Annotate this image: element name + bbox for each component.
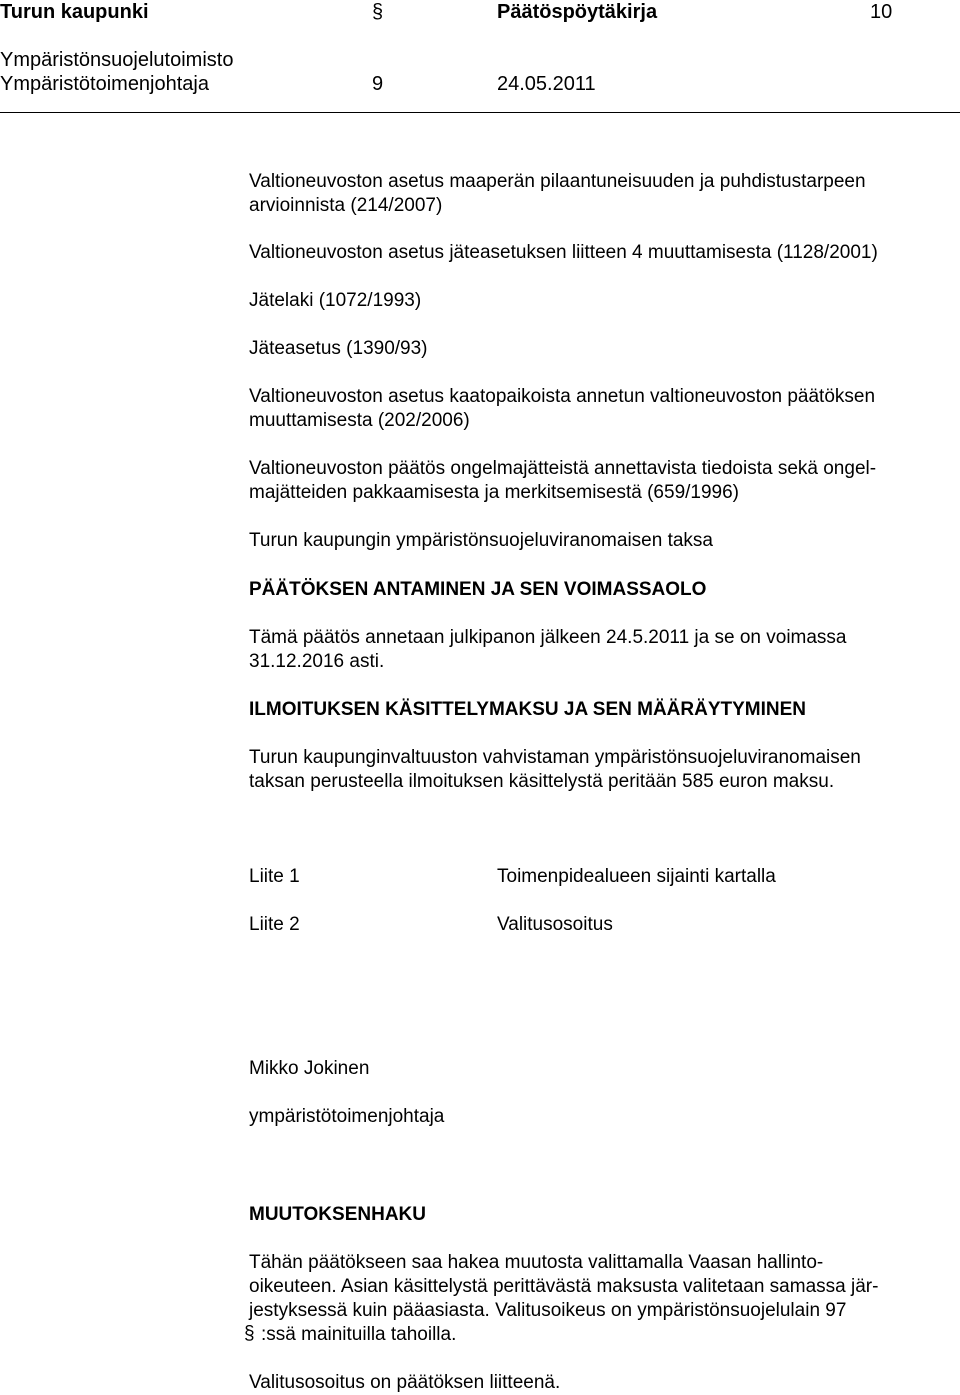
- signatory-name: Mikko Jokinen: [249, 1058, 370, 1079]
- appeal-heading: MUUTOKSENHAKU: [249, 1204, 426, 1225]
- decision-validity-heading: PÄÄTÖKSEN ANTAMINEN JA SEN VOIMASSAOLO: [249, 579, 707, 600]
- signatory-title: ympäristötoimenjohtaja: [249, 1106, 445, 1127]
- document-type: Päätöspöytäkirja: [497, 1, 658, 23]
- attachment-label: Liite 1: [249, 866, 300, 887]
- page-number: 10: [870, 1, 893, 23]
- office-name: Ympäristönsuojelutoimisto: [0, 49, 234, 71]
- appeal-text: [249, 1251, 949, 1347]
- item-number: 9: [372, 73, 384, 95]
- header-divider: [0, 112, 960, 113]
- section-symbol: §: [372, 1, 384, 23]
- appeal-note: Valitusosoitus on päätöksen liitteenä.: [249, 1372, 561, 1393]
- processing-fee-text: [249, 746, 949, 794]
- decision-validity-line: 31.12.2016 asti.: [249, 651, 385, 672]
- legislation-line: Jätelaki (1072/1993): [249, 290, 422, 311]
- legislation-item: [249, 241, 949, 265]
- appeal-line: oikeuteen. Asian käsittelystä perittävästä maksusta valitetaan samassa jär-: [249, 1276, 879, 1297]
- legislation-line: muuttamisesta (202/2006): [249, 410, 470, 431]
- meeting-date: 24.05.2011: [497, 73, 596, 95]
- attachment-description: Valitusosoitus: [497, 914, 613, 935]
- legislation-item: [249, 529, 949, 553]
- decision-validity-line: Tämä päätös annetaan julkipanon jälkeen 24.5.2011 ja se on voimassa: [249, 627, 847, 648]
- legislation-item: [249, 170, 949, 218]
- legislation-line: Turun kaupungin ympäristönsuojeluviranomaisen taksa: [249, 530, 713, 551]
- legislation-item: [249, 385, 949, 433]
- legislation-line: Valtioneuvoston päätös ongelmajätteistä annettavista tiedoista sekä ongel-: [249, 458, 877, 479]
- decision-validity-text: [249, 626, 949, 674]
- attachment-label: Liite 2: [249, 914, 300, 935]
- appeal-line: :ssä mainituilla tahoilla.: [261, 1324, 457, 1345]
- legislation-line: Valtioneuvoston asetus jäteasetuksen liitteen 4 muuttamisesta (1128/2001): [249, 242, 878, 263]
- appeal-line: Tähän päätökseen saa hakea muutosta valittamalla Vaasan hallinto-: [249, 1252, 824, 1273]
- legislation-line: Valtioneuvoston asetus maaperän pilaantuneisuuden ja puhdistustarpeen: [249, 171, 866, 192]
- processing-fee-line: taksan perusteella ilmoituksen käsittelystä peritään 585 euron maksu.: [249, 771, 835, 792]
- legislation-item: [249, 457, 949, 505]
- legislation-line: Jäteasetus (1390/93): [249, 338, 428, 359]
- appeal-section-symbol: §: [244, 1323, 255, 1344]
- legislation-line: majätteiden pakkaamisesta ja merkitsemisestä (659/1996): [249, 482, 740, 503]
- legislation-line: Valtioneuvoston asetus kaatopaikoista annetun valtioneuvoston päätöksen: [249, 386, 876, 407]
- attachment-description: Toimenpidealueen sijainti kartalla: [497, 866, 776, 887]
- legislation-line: arvioinnista (214/2007): [249, 195, 443, 216]
- organization-name: Turun kaupunki: [0, 1, 149, 23]
- legislation-item: [249, 337, 949, 361]
- official-title: Ympäristötoimenjohtaja: [0, 73, 209, 95]
- processing-fee-line: Turun kaupunginvaltuuston vahvistaman ympäristönsuojeluviranomaisen: [249, 747, 861, 768]
- processing-fee-heading: ILMOITUKSEN KÄSITTELYMAKSU JA SEN MÄÄRÄYTYMINEN: [249, 699, 807, 720]
- appeal-line: jestyksessä kuin pääasiasta. Valitusoikeus on ympäristönsuojelulain 97: [249, 1300, 847, 1321]
- legislation-item: [249, 289, 949, 313]
